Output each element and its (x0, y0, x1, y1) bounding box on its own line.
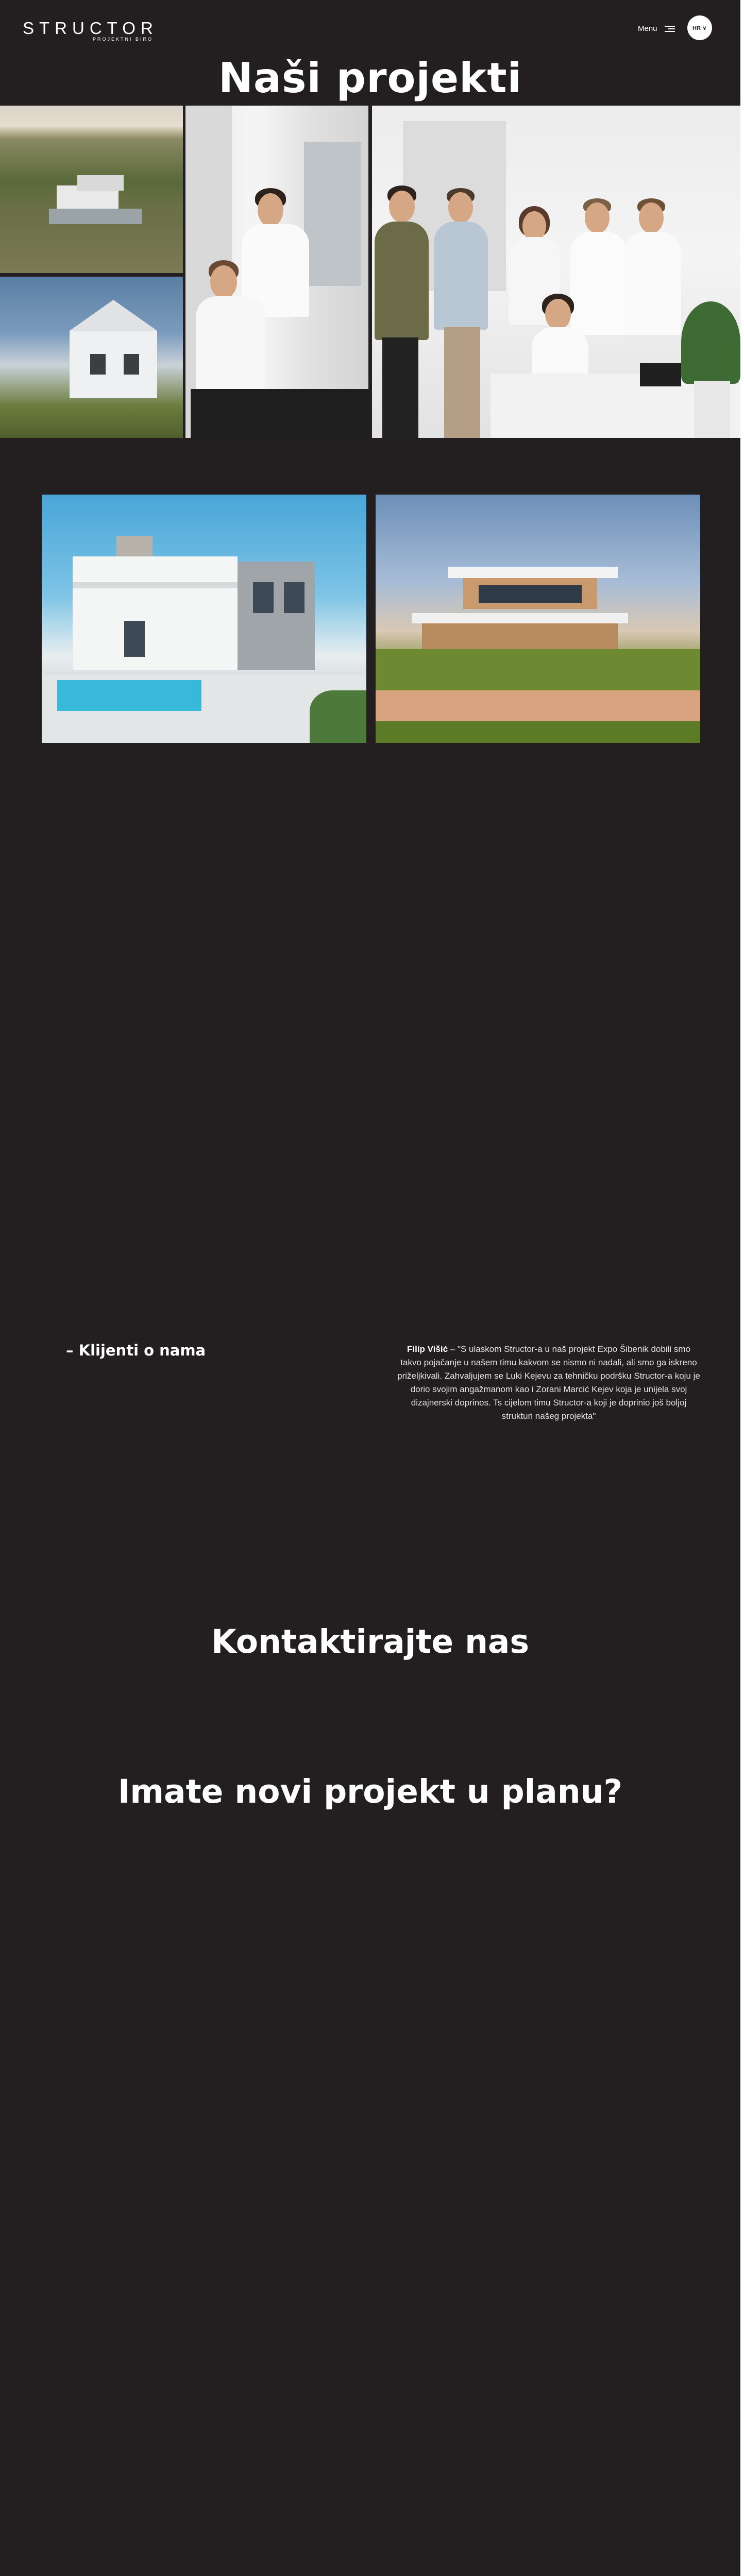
team-group-photo (372, 106, 740, 438)
office-team-photo (185, 106, 368, 438)
hamburger-icon[interactable] (665, 26, 675, 32)
menu-label[interactable]: Menu (638, 24, 657, 33)
logo-wordmark: STRUCTOR (23, 19, 158, 38)
testimonial-author: Filip Višić (407, 1344, 448, 1354)
structor-logo[interactable] (23, 19, 157, 44)
project-card-hillside-villa[interactable] (376, 495, 700, 743)
testimonial-text: – "S ulaskom Structor-a u naš projekt Expo Šibenik dobili smo takvo pojačanje u našem timu kakvom se nismo ni nadali, ali smo ga iskreno priželjkivali. Zahvaljujem se Luki Kejevu za tehničku podršku Structor-a koju je dorio svojim angažmanom kao i Zorani Marcić Kejev koja je unijela svoj dizajnerski doprinos. Ts cijelom timu Structor-a koji je doprinio još boljoj strukturi našeg projekta" (397, 1344, 700, 1421)
contact-heading: Kontaktirajte nas (211, 1623, 529, 1660)
aerial-house-photo (0, 106, 183, 273)
project-card-villa-pool[interactable] (42, 495, 366, 743)
testimonial-quote (397, 1343, 701, 1423)
white-house-photo (0, 277, 183, 438)
new-project-heading: Imate novi projekt u planu? (117, 1773, 623, 1810)
logo-subtitle: PROJEKTNI BIRO (93, 37, 154, 42)
language-switch-button[interactable]: HR ∨ (687, 15, 712, 40)
testimonials-section-label: – Klijenti o nama (66, 1342, 206, 1359)
page-title: Naši projekti (218, 54, 522, 102)
